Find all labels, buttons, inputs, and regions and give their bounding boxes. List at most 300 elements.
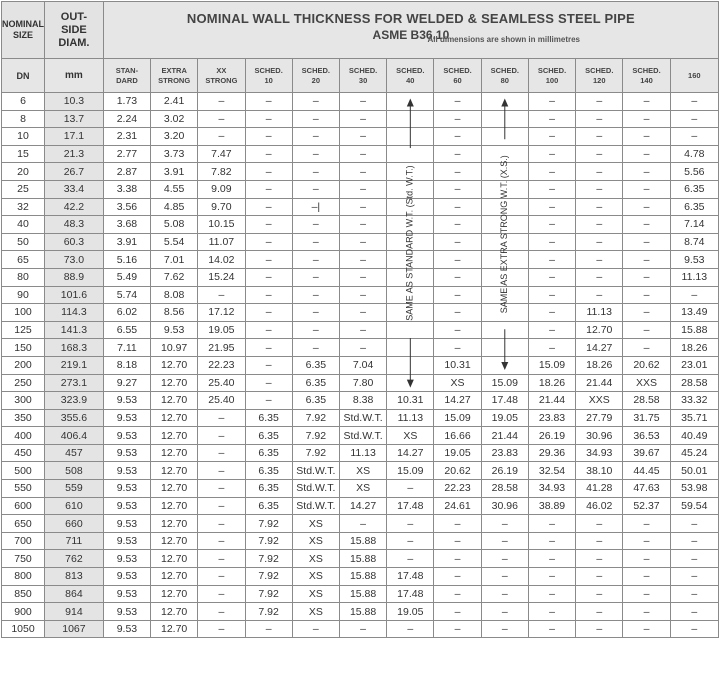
dn-cell: 20 xyxy=(2,163,45,181)
thickness-cell: XS xyxy=(292,550,339,568)
thickness-cell: 53.98 xyxy=(670,480,718,498)
thickness-cell xyxy=(387,216,434,234)
nominal-label: NOMINAL xyxy=(2,19,45,29)
thickness-cell: 6.55 xyxy=(103,321,150,339)
thickness-cell: – xyxy=(528,568,575,586)
thickness-cell: XS xyxy=(292,603,339,621)
od-cell: 1067 xyxy=(45,620,104,638)
thickness-cell: – xyxy=(245,180,292,198)
thickness-cell: 11.13 xyxy=(339,444,386,462)
thickness-cell: – xyxy=(245,251,292,269)
thickness-cell: – xyxy=(245,374,292,392)
thickness-cell: 11.07 xyxy=(198,233,245,251)
thickness-cell xyxy=(387,286,434,304)
thickness-cell: 23.01 xyxy=(670,356,718,374)
thickness-cell: 5.54 xyxy=(151,233,198,251)
thickness-cell: – xyxy=(434,251,481,269)
thickness-cell: XS xyxy=(434,374,481,392)
thickness-cell: 5.08 xyxy=(151,216,198,234)
dn-header: DN xyxy=(2,59,45,93)
column-header-9 xyxy=(528,59,575,93)
thickness-cell: XS xyxy=(387,427,434,445)
dn-cell: 700 xyxy=(2,532,45,550)
thickness-cell: – xyxy=(670,568,718,586)
dn-cell: 500 xyxy=(2,462,45,480)
thickness-cell: 15.88 xyxy=(670,321,718,339)
column-header-line: SCHED. xyxy=(537,65,567,75)
thickness-cell: 30.96 xyxy=(576,427,623,445)
thickness-cell: 15.09 xyxy=(434,409,481,427)
dn-cell: 80 xyxy=(2,268,45,286)
dn-cell: 65 xyxy=(2,251,45,269)
thickness-cell: – xyxy=(481,568,528,586)
column-header-line: 40 xyxy=(406,75,415,85)
thickness-cell xyxy=(387,251,434,269)
thickness-cell: 6.35 xyxy=(292,374,339,392)
thickness-cell: – xyxy=(292,216,339,234)
mm-header: mm xyxy=(45,59,104,93)
table-row xyxy=(2,532,719,550)
thickness-cell: 9.53 xyxy=(103,603,150,621)
thickness-cell: – xyxy=(245,198,292,216)
table-row xyxy=(2,427,719,445)
thickness-cell: 6.35 xyxy=(670,198,718,216)
table-row xyxy=(2,339,719,357)
thickness-cell: – xyxy=(198,128,245,146)
thickness-cell: 3.91 xyxy=(151,163,198,181)
thickness-cell: Std.W.T. xyxy=(292,497,339,515)
column-header-4 xyxy=(292,59,339,93)
thickness-cell: 18.26 xyxy=(670,339,718,357)
thickness-cell: – xyxy=(434,550,481,568)
thickness-cell: 25.40 xyxy=(198,392,245,410)
thickness-cell: – xyxy=(292,620,339,638)
table-row xyxy=(2,321,719,339)
dn-cell: 15 xyxy=(2,145,45,163)
table-row xyxy=(2,251,719,269)
column-header-line: 160 xyxy=(688,70,701,80)
table-row xyxy=(2,268,719,286)
thickness-cell xyxy=(481,128,528,146)
thickness-cell: –| xyxy=(292,198,339,216)
thickness-cell: 3.68 xyxy=(103,216,150,234)
thickness-cell: – xyxy=(339,251,386,269)
thickness-cell: 6.02 xyxy=(103,304,150,322)
thickness-cell: – xyxy=(528,145,575,163)
thickness-cell xyxy=(387,128,434,146)
dn-cell: 800 xyxy=(2,568,45,586)
thickness-cell: – xyxy=(198,585,245,603)
thickness-cell: – xyxy=(528,128,575,146)
thickness-cell: – xyxy=(339,286,386,304)
thickness-cell: 15.88 xyxy=(339,532,386,550)
thickness-cell: 19.05 xyxy=(434,444,481,462)
thickness-cell: 14.27 xyxy=(576,339,623,357)
column-header-line: STRONG xyxy=(205,75,238,85)
od-cell: 914 xyxy=(45,603,104,621)
thickness-cell: 7.11 xyxy=(103,339,150,357)
thickness-cell: 7.92 xyxy=(245,568,292,586)
thickness-cell: – xyxy=(292,110,339,128)
column-header-line: 140 xyxy=(640,75,653,85)
thickness-cell: – xyxy=(576,145,623,163)
thickness-cell: 15.88 xyxy=(339,603,386,621)
thickness-cell: 17.48 xyxy=(387,497,434,515)
thickness-cell: 18.26 xyxy=(528,374,575,392)
table-row xyxy=(2,180,719,198)
thickness-cell: – xyxy=(576,532,623,550)
thickness-cell: – xyxy=(434,180,481,198)
thickness-cell: 7.14 xyxy=(670,216,718,234)
thickness-cell: 9.53 xyxy=(103,550,150,568)
thickness-cell: 28.58 xyxy=(481,480,528,498)
od-cell: 219.1 xyxy=(45,356,104,374)
thickness-cell: 7.92 xyxy=(245,532,292,550)
thickness-cell: 12.70 xyxy=(151,568,198,586)
table-row xyxy=(2,286,719,304)
thickness-cell: – xyxy=(528,268,575,286)
thickness-cell: 9.53 xyxy=(103,585,150,603)
thickness-cell: 17.12 xyxy=(198,304,245,322)
thickness-cell: 10.15 xyxy=(198,216,245,234)
thickness-cell: 6.35 xyxy=(245,497,292,515)
thickness-cell: – xyxy=(623,585,670,603)
thickness-cell: – xyxy=(292,128,339,146)
thickness-cell: 9.53 xyxy=(103,532,150,550)
thickness-cell: 12.70 xyxy=(151,620,198,638)
thickness-cell: 8.74 xyxy=(670,233,718,251)
thickness-cell: – xyxy=(339,515,386,533)
thickness-cell: – xyxy=(292,286,339,304)
table-row xyxy=(2,128,719,146)
thickness-cell: XS xyxy=(292,568,339,586)
thickness-cell: 4.85 xyxy=(151,198,198,216)
thickness-cell: 7.92 xyxy=(245,515,292,533)
thickness-cell: 7.47 xyxy=(198,145,245,163)
thickness-cell: 30.96 xyxy=(481,497,528,515)
dn-cell: 90 xyxy=(2,286,45,304)
thickness-cell: – xyxy=(198,603,245,621)
thickness-cell xyxy=(481,110,528,128)
thickness-cell: 28.58 xyxy=(670,374,718,392)
dn-cell: 50 xyxy=(2,233,45,251)
table-row xyxy=(2,620,719,638)
column-header-line: 80 xyxy=(500,75,509,85)
od-cell: 508 xyxy=(45,462,104,480)
column-header-6 xyxy=(387,59,434,93)
thickness-cell: – xyxy=(292,268,339,286)
thickness-cell: – xyxy=(198,568,245,586)
thickness-cell: Std.W.T. xyxy=(292,480,339,498)
dn-cell: 32 xyxy=(2,198,45,216)
thickness-cell: – xyxy=(623,568,670,586)
thickness-cell: – xyxy=(245,93,292,111)
thickness-cell: 34.93 xyxy=(528,480,575,498)
thickness-cell: – xyxy=(576,603,623,621)
thickness-cell: 2.24 xyxy=(103,110,150,128)
thickness-cell: – xyxy=(292,339,339,357)
thickness-cell xyxy=(481,198,528,216)
thickness-cell: – xyxy=(623,180,670,198)
thickness-cell: – xyxy=(292,321,339,339)
thickness-cell: 14.27 xyxy=(339,497,386,515)
thickness-cell xyxy=(481,163,528,181)
thickness-cell: – xyxy=(623,216,670,234)
column-header-line: STRONG xyxy=(158,75,191,85)
pipe-thickness-table-panel xyxy=(1,1,719,672)
thickness-cell: – xyxy=(623,550,670,568)
thickness-cell: – xyxy=(387,515,434,533)
table-row xyxy=(2,145,719,163)
thickness-cell: 6.35 xyxy=(245,480,292,498)
thickness-cell: – xyxy=(434,93,481,111)
thickness-cell: – xyxy=(670,93,718,111)
thickness-cell: – xyxy=(339,198,386,216)
thickness-cell xyxy=(387,180,434,198)
thickness-cell: – xyxy=(245,216,292,234)
od-cell: 73.0 xyxy=(45,251,104,269)
dn-cell: 600 xyxy=(2,497,45,515)
thickness-cell: 9.53 xyxy=(103,427,150,445)
thickness-cell: – xyxy=(576,198,623,216)
thickness-cell: 50.01 xyxy=(670,462,718,480)
thickness-cell: – xyxy=(434,620,481,638)
thickness-cell xyxy=(387,374,434,392)
dn-cell: 8 xyxy=(2,110,45,128)
column-header-line: SCHED. xyxy=(490,65,519,75)
thickness-cell: – xyxy=(481,532,528,550)
thickness-cell: – xyxy=(623,198,670,216)
thickness-cell xyxy=(481,356,528,374)
dn-cell: 6 xyxy=(2,93,45,111)
thickness-cell: 14.27 xyxy=(387,444,434,462)
thickness-cell: – xyxy=(434,128,481,146)
thickness-cell: 9.53 xyxy=(103,480,150,498)
thickness-cell: 7.92 xyxy=(292,427,339,445)
thickness-cell: XXS xyxy=(623,374,670,392)
thickness-cell: – xyxy=(576,251,623,269)
thickness-cell: – xyxy=(576,585,623,603)
od-cell: 17.1 xyxy=(45,128,104,146)
thickness-cell xyxy=(387,268,434,286)
thickness-cell: – xyxy=(576,286,623,304)
thickness-cell xyxy=(387,356,434,374)
thickness-cell: 8.08 xyxy=(151,286,198,304)
thickness-cell: 7.92 xyxy=(245,550,292,568)
thickness-cell: – xyxy=(198,93,245,111)
thickness-cell: – xyxy=(623,110,670,128)
dn-cell: 150 xyxy=(2,339,45,357)
od-cell: 813 xyxy=(45,568,104,586)
thickness-cell: – xyxy=(434,198,481,216)
table-row xyxy=(2,392,719,410)
thickness-cell: – xyxy=(528,180,575,198)
column-header-line: SCHED. xyxy=(301,65,331,75)
thickness-cell: – xyxy=(670,515,718,533)
thickness-cell: 41.28 xyxy=(576,480,623,498)
thickness-cell: 12.70 xyxy=(151,603,198,621)
thickness-cell: 20.62 xyxy=(434,462,481,480)
dn-cell: 350 xyxy=(2,409,45,427)
thickness-cell: 45.24 xyxy=(670,444,718,462)
od-cell: 273.1 xyxy=(45,374,104,392)
thickness-cell: – xyxy=(481,550,528,568)
thickness-cell: 7.62 xyxy=(151,268,198,286)
thickness-cell: 15.09 xyxy=(528,356,575,374)
thickness-cell: 6.35 xyxy=(245,409,292,427)
dn-cell: 400 xyxy=(2,427,45,445)
thickness-cell: 21.95 xyxy=(198,339,245,357)
thickness-cell: 7.92 xyxy=(245,585,292,603)
thickness-cell: – xyxy=(528,321,575,339)
thickness-cell: – xyxy=(576,93,623,111)
column-header-3 xyxy=(245,59,292,93)
column-header-line: SCHED. xyxy=(348,65,378,75)
thickness-cell: – xyxy=(528,515,575,533)
od-cell: 26.7 xyxy=(45,163,104,181)
thickness-cell: 7.04 xyxy=(339,356,386,374)
thickness-cell: 12.70 xyxy=(151,409,198,427)
column-header-12 xyxy=(670,59,718,93)
column-header-line: SCHED. xyxy=(585,65,614,75)
thickness-cell: – xyxy=(528,251,575,269)
od-cell: 610 xyxy=(45,497,104,515)
column-header-0 xyxy=(103,59,150,93)
thickness-cell: – xyxy=(292,180,339,198)
thickness-cell: 24.61 xyxy=(434,497,481,515)
thickness-cell: – xyxy=(576,268,623,286)
thickness-cell: – xyxy=(245,163,292,181)
thickness-cell xyxy=(481,268,528,286)
od-cell: 660 xyxy=(45,515,104,533)
thickness-cell: – xyxy=(481,585,528,603)
thickness-cell: – xyxy=(623,93,670,111)
thickness-cell: 47.63 xyxy=(623,480,670,498)
thickness-cell: 9.27 xyxy=(103,374,150,392)
table-row xyxy=(2,374,719,392)
thickness-cell: – xyxy=(528,110,575,128)
thickness-cell: 12.70 xyxy=(151,392,198,410)
table-row xyxy=(2,233,719,251)
dn-cell: 300 xyxy=(2,392,45,410)
thickness-cell: 19.05 xyxy=(387,603,434,621)
thickness-cell: 33.32 xyxy=(670,392,718,410)
thickness-cell: – xyxy=(292,304,339,322)
dn-cell: 100 xyxy=(2,304,45,322)
od-cell: 10.3 xyxy=(45,93,104,111)
diam-label: DIAM. xyxy=(58,36,90,49)
standard-label: ASME B36.10 xyxy=(372,27,450,42)
thickness-cell: – xyxy=(528,620,575,638)
thickness-cell: – xyxy=(623,339,670,357)
table-row xyxy=(2,444,719,462)
thickness-cell: – xyxy=(576,163,623,181)
thickness-cell xyxy=(481,233,528,251)
od-cell: 13.7 xyxy=(45,110,104,128)
thickness-cell: 7.92 xyxy=(245,603,292,621)
od-cell: 457 xyxy=(45,444,104,462)
thickness-cell: – xyxy=(198,550,245,568)
thickness-cell: – xyxy=(623,233,670,251)
od-cell: 21.3 xyxy=(45,145,104,163)
thickness-cell: – xyxy=(528,163,575,181)
thickness-cell xyxy=(387,163,434,181)
thickness-cell: 22.23 xyxy=(198,356,245,374)
thickness-cell: 14.02 xyxy=(198,251,245,269)
thickness-cell: 16.66 xyxy=(434,427,481,445)
thickness-cell: – xyxy=(481,515,528,533)
thickness-cell: – xyxy=(670,532,718,550)
thickness-cell: 9.53 xyxy=(103,409,150,427)
table-row xyxy=(2,497,719,515)
thickness-cell: – xyxy=(528,585,575,603)
thickness-cell: 6.35 xyxy=(292,392,339,410)
thickness-cell: XS xyxy=(339,480,386,498)
thickness-cell: – xyxy=(339,128,386,146)
thickness-cell: – xyxy=(434,163,481,181)
thickness-cell: 35.71 xyxy=(670,409,718,427)
thickness-cell: – xyxy=(576,233,623,251)
thickness-cell: – xyxy=(387,480,434,498)
thickness-cell: – xyxy=(339,339,386,357)
thickness-cell: – xyxy=(576,568,623,586)
thickness-cell: 9.53 xyxy=(670,251,718,269)
thickness-cell: 21.44 xyxy=(576,374,623,392)
thickness-cell: – xyxy=(198,480,245,498)
thickness-cell: 9.53 xyxy=(103,497,150,515)
thickness-cell: – xyxy=(623,304,670,322)
thickness-cell: 12.70 xyxy=(151,585,198,603)
thickness-cell: – xyxy=(198,462,245,480)
thickness-cell: 26.19 xyxy=(528,427,575,445)
thickness-cell: 8.38 xyxy=(339,392,386,410)
thickness-cell: – xyxy=(623,145,670,163)
table-row xyxy=(2,603,719,621)
column-header-line: SCHED. xyxy=(396,65,425,75)
thickness-cell: – xyxy=(576,180,623,198)
thickness-cell: – xyxy=(623,163,670,181)
table-row xyxy=(2,462,719,480)
thickness-cell: 9.53 xyxy=(103,568,150,586)
thickness-cell: XXS xyxy=(576,392,623,410)
thickness-cell: 11.13 xyxy=(670,268,718,286)
od-cell: 42.2 xyxy=(45,198,104,216)
thickness-cell: 19.05 xyxy=(198,321,245,339)
od-cell: 711 xyxy=(45,532,104,550)
dn-cell: 10 xyxy=(2,128,45,146)
column-header-2 xyxy=(198,59,245,93)
od-cell: 88.9 xyxy=(45,268,104,286)
thickness-cell: – xyxy=(245,304,292,322)
thickness-cell: 7.92 xyxy=(292,444,339,462)
thickness-cell: – xyxy=(434,532,481,550)
thickness-cell: 7.01 xyxy=(151,251,198,269)
od-cell: 60.3 xyxy=(45,233,104,251)
thickness-cell: – xyxy=(245,268,292,286)
thickness-cell: – xyxy=(528,198,575,216)
thickness-cell xyxy=(387,233,434,251)
thickness-cell: – xyxy=(623,128,670,146)
table-row xyxy=(2,515,719,533)
thickness-cell: 10.97 xyxy=(151,339,198,357)
thickness-cell: – xyxy=(198,497,245,515)
thickness-cell: 21.44 xyxy=(481,427,528,445)
thickness-cell: 31.75 xyxy=(623,409,670,427)
thickness-cell: 3.56 xyxy=(103,198,150,216)
table-row xyxy=(2,409,719,427)
table-row xyxy=(2,480,719,498)
table-row xyxy=(2,356,719,374)
